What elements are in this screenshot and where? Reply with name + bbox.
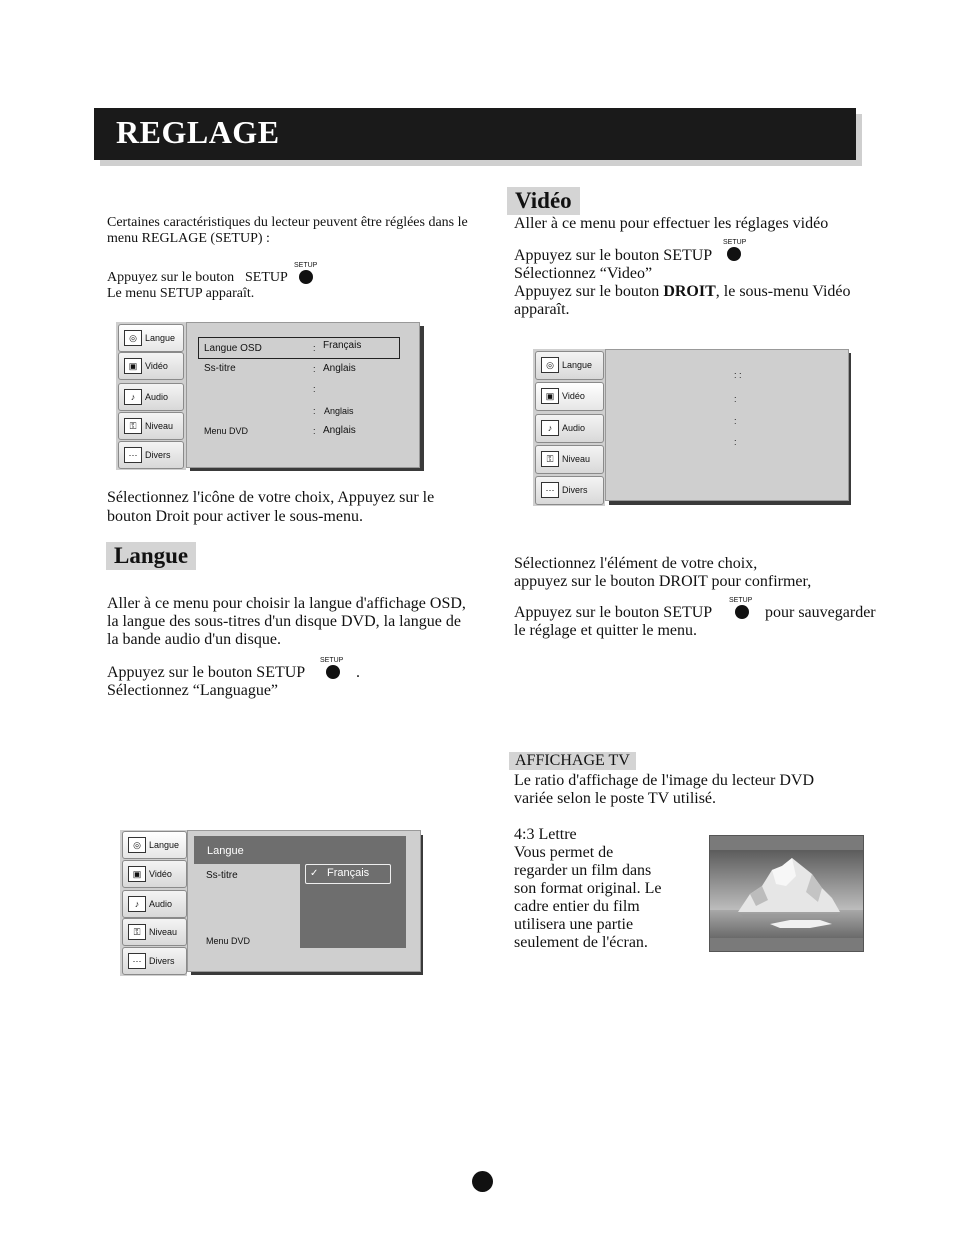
affichage-p1: Le ratio d'affichage de l'image du lecteur DVD [514,772,815,789]
menu1-row-sstitre-value[interactable]: Anglais [323,363,356,374]
menu1-row-sstitre-sep: : [313,364,316,374]
langue-period: . [356,664,360,681]
video-setup-button-icon [727,247,741,261]
langue-select: Sélectionnez “Languague” [107,682,279,699]
lettre-title: 4:3 Lettre [514,826,577,843]
menu2-option-francais[interactable]: Français [327,867,370,879]
disc-icon: ◎ [541,357,559,373]
menu1-side-divers[interactable]: ⋯ Divers [118,441,184,469]
menu1-row-menudvd-label: Menu DVD [204,426,249,436]
menu3-side-langue[interactable]: ◎ Langue [535,351,604,380]
keyboard-icon: ⋯ [128,953,146,969]
langue-setup-button-icon [326,665,340,679]
menu1-row-osd-sep: : [313,343,316,353]
menu3-sep1: : : [734,370,742,380]
confirm-setup-label: SETUP [729,597,753,604]
check-icon: ✓ [310,868,319,879]
video-setup-label: SETUP [723,239,747,246]
affichage-p2: variée selon le poste TV utilisé. [514,790,717,807]
menu1-row-sstitre-label: Ss-titre [204,363,236,374]
menu3-side-video[interactable]: ▣ Vidéo [535,382,604,411]
keyboard-icon: ⋯ [124,447,142,463]
tv-icon: ▣ [128,866,146,882]
confirm-setup-button-icon [735,605,749,619]
menu2-side-niveau[interactable]: ⚿ Niveau [122,918,187,946]
keyboard-icon: ⋯ [541,482,559,498]
lettre-line1: Vous permet de [514,844,614,861]
confirm-l3b: pour sauvegarder [765,604,876,621]
lettre-line5: utilisera une partie [514,916,634,933]
intro-line1: Certaines caractéristiques du lecteur peuvent être réglées dans le [107,215,468,230]
langue-p1: Aller à ce menu pour choisir la langue d'affichage OSD, [107,595,466,612]
lock-icon: ⚿ [541,451,559,467]
menu2-side-divers[interactable]: ⋯ Divers [122,947,187,975]
langue-p2: la langue des sous-titres d'un disque DVD, la langue de [107,613,461,630]
letterbox-image-frame [709,835,864,952]
intro-setup-word: SETUP [245,270,288,285]
intro-menu-appears: Le menu SETUP apparaît. [107,286,255,301]
menu3-panel [605,349,849,501]
menu1-row-osd-value[interactable]: Français [323,340,362,351]
lettre-line6: seulement de l'écran. [514,934,648,951]
menu3-sep2: : [734,394,737,404]
confirm-l4: le réglage et quitter le menu. [514,622,698,639]
affichage-section-title: AFFICHAGE TV [509,752,636,770]
menu3-side-audio[interactable]: ♪ Audio [535,414,604,443]
setup-button-icon [299,270,313,284]
langue-setup-label: SETUP [320,657,344,664]
menu2-side-langue[interactable]: ◎ Langue [122,831,187,859]
iceberg-image [710,836,863,951]
speaker-icon: ♪ [124,389,142,405]
video-press: Appuyez sur le bouton SETUP [514,247,713,264]
speaker-icon: ♪ [128,896,146,912]
video-droit-line: Appuyez sur le bouton DROIT, le sous-menu Vidéo [514,283,851,300]
langue-press: Appuyez sur le bouton SETUP [107,664,306,681]
menu1-side-niveau[interactable]: ⚿ Niveau [118,412,184,440]
video-appears: apparaît. [514,301,570,318]
menu1-row-menudvd-value[interactable]: Anglais [323,425,356,436]
langue-section-title: Langue [106,542,196,570]
page-number-dot [472,1171,493,1192]
lettre-line3: son format original. Le [514,880,662,897]
video-select: Sélectionnez “Video” [514,265,653,282]
tv-icon: ▣ [541,388,559,404]
menu1-side-langue[interactable]: ◎ Langue [118,324,184,352]
confirm-l3a: Appuyez sur le bouton SETUP [514,604,713,621]
menu2-side-video[interactable]: ▣ Vidéo [122,860,187,888]
disc-icon: ◎ [128,837,146,853]
tv-icon: ▣ [124,358,142,374]
menu3-side-divers[interactable]: ⋯ Divers [535,476,604,505]
langue-p3: la bande audio d'un disque. [107,631,281,648]
menu2-menudvd: Menu DVD [206,936,251,946]
menu3-sep3: : [734,416,737,426]
video-section-title: Vidéo [507,187,580,215]
menu2-sstitre: Ss-titre [206,870,238,881]
menu3-sep4: : [734,437,737,447]
menu1-row-osd-label: Langue OSD [204,343,262,354]
video-intro: Aller à ce menu pour effectuer les réglages vidéo [514,215,829,232]
lock-icon: ⚿ [128,924,146,940]
menu1-side-video[interactable]: ▣ Vidéo [118,352,184,380]
lock-icon: ⚿ [124,418,142,434]
menu1-row-menudvd-sep: : [313,426,316,436]
page-title: REGLAGE [116,114,280,150]
confirm-l2: appuyez sur le bouton DROIT pour confirmer, [514,573,812,590]
disc-icon: ◎ [124,330,142,346]
setup-label: SETUP [294,262,318,269]
menu1-row4-value[interactable]: Anglais [324,406,354,416]
select-icon-line1: Sélectionnez l'icône de votre choix, Appuyez sur le [107,489,435,506]
speaker-icon: ♪ [541,420,559,436]
lettre-line2: regarder un film dans [514,862,652,879]
select-icon-line2: bouton Droit pour activer le sous-menu. [107,508,363,525]
menu1-row3-sep: : [313,384,316,394]
menu1-side-audio[interactable]: ♪ Audio [118,383,184,411]
menu2-header: Langue [207,845,244,857]
intro-press-setup: Appuyez sur le bouton [107,270,235,285]
menu3-side-niveau[interactable]: ⚿ Niveau [535,445,604,474]
lettre-line4: cadre entier du film [514,898,640,915]
confirm-l1: Sélectionnez l'élément de votre choix, [514,555,758,572]
intro-line2: menu REGLAGE (SETUP) : [107,231,270,246]
menu2-side-audio[interactable]: ♪ Audio [122,890,187,918]
menu1-row4-sep: : [313,406,316,416]
